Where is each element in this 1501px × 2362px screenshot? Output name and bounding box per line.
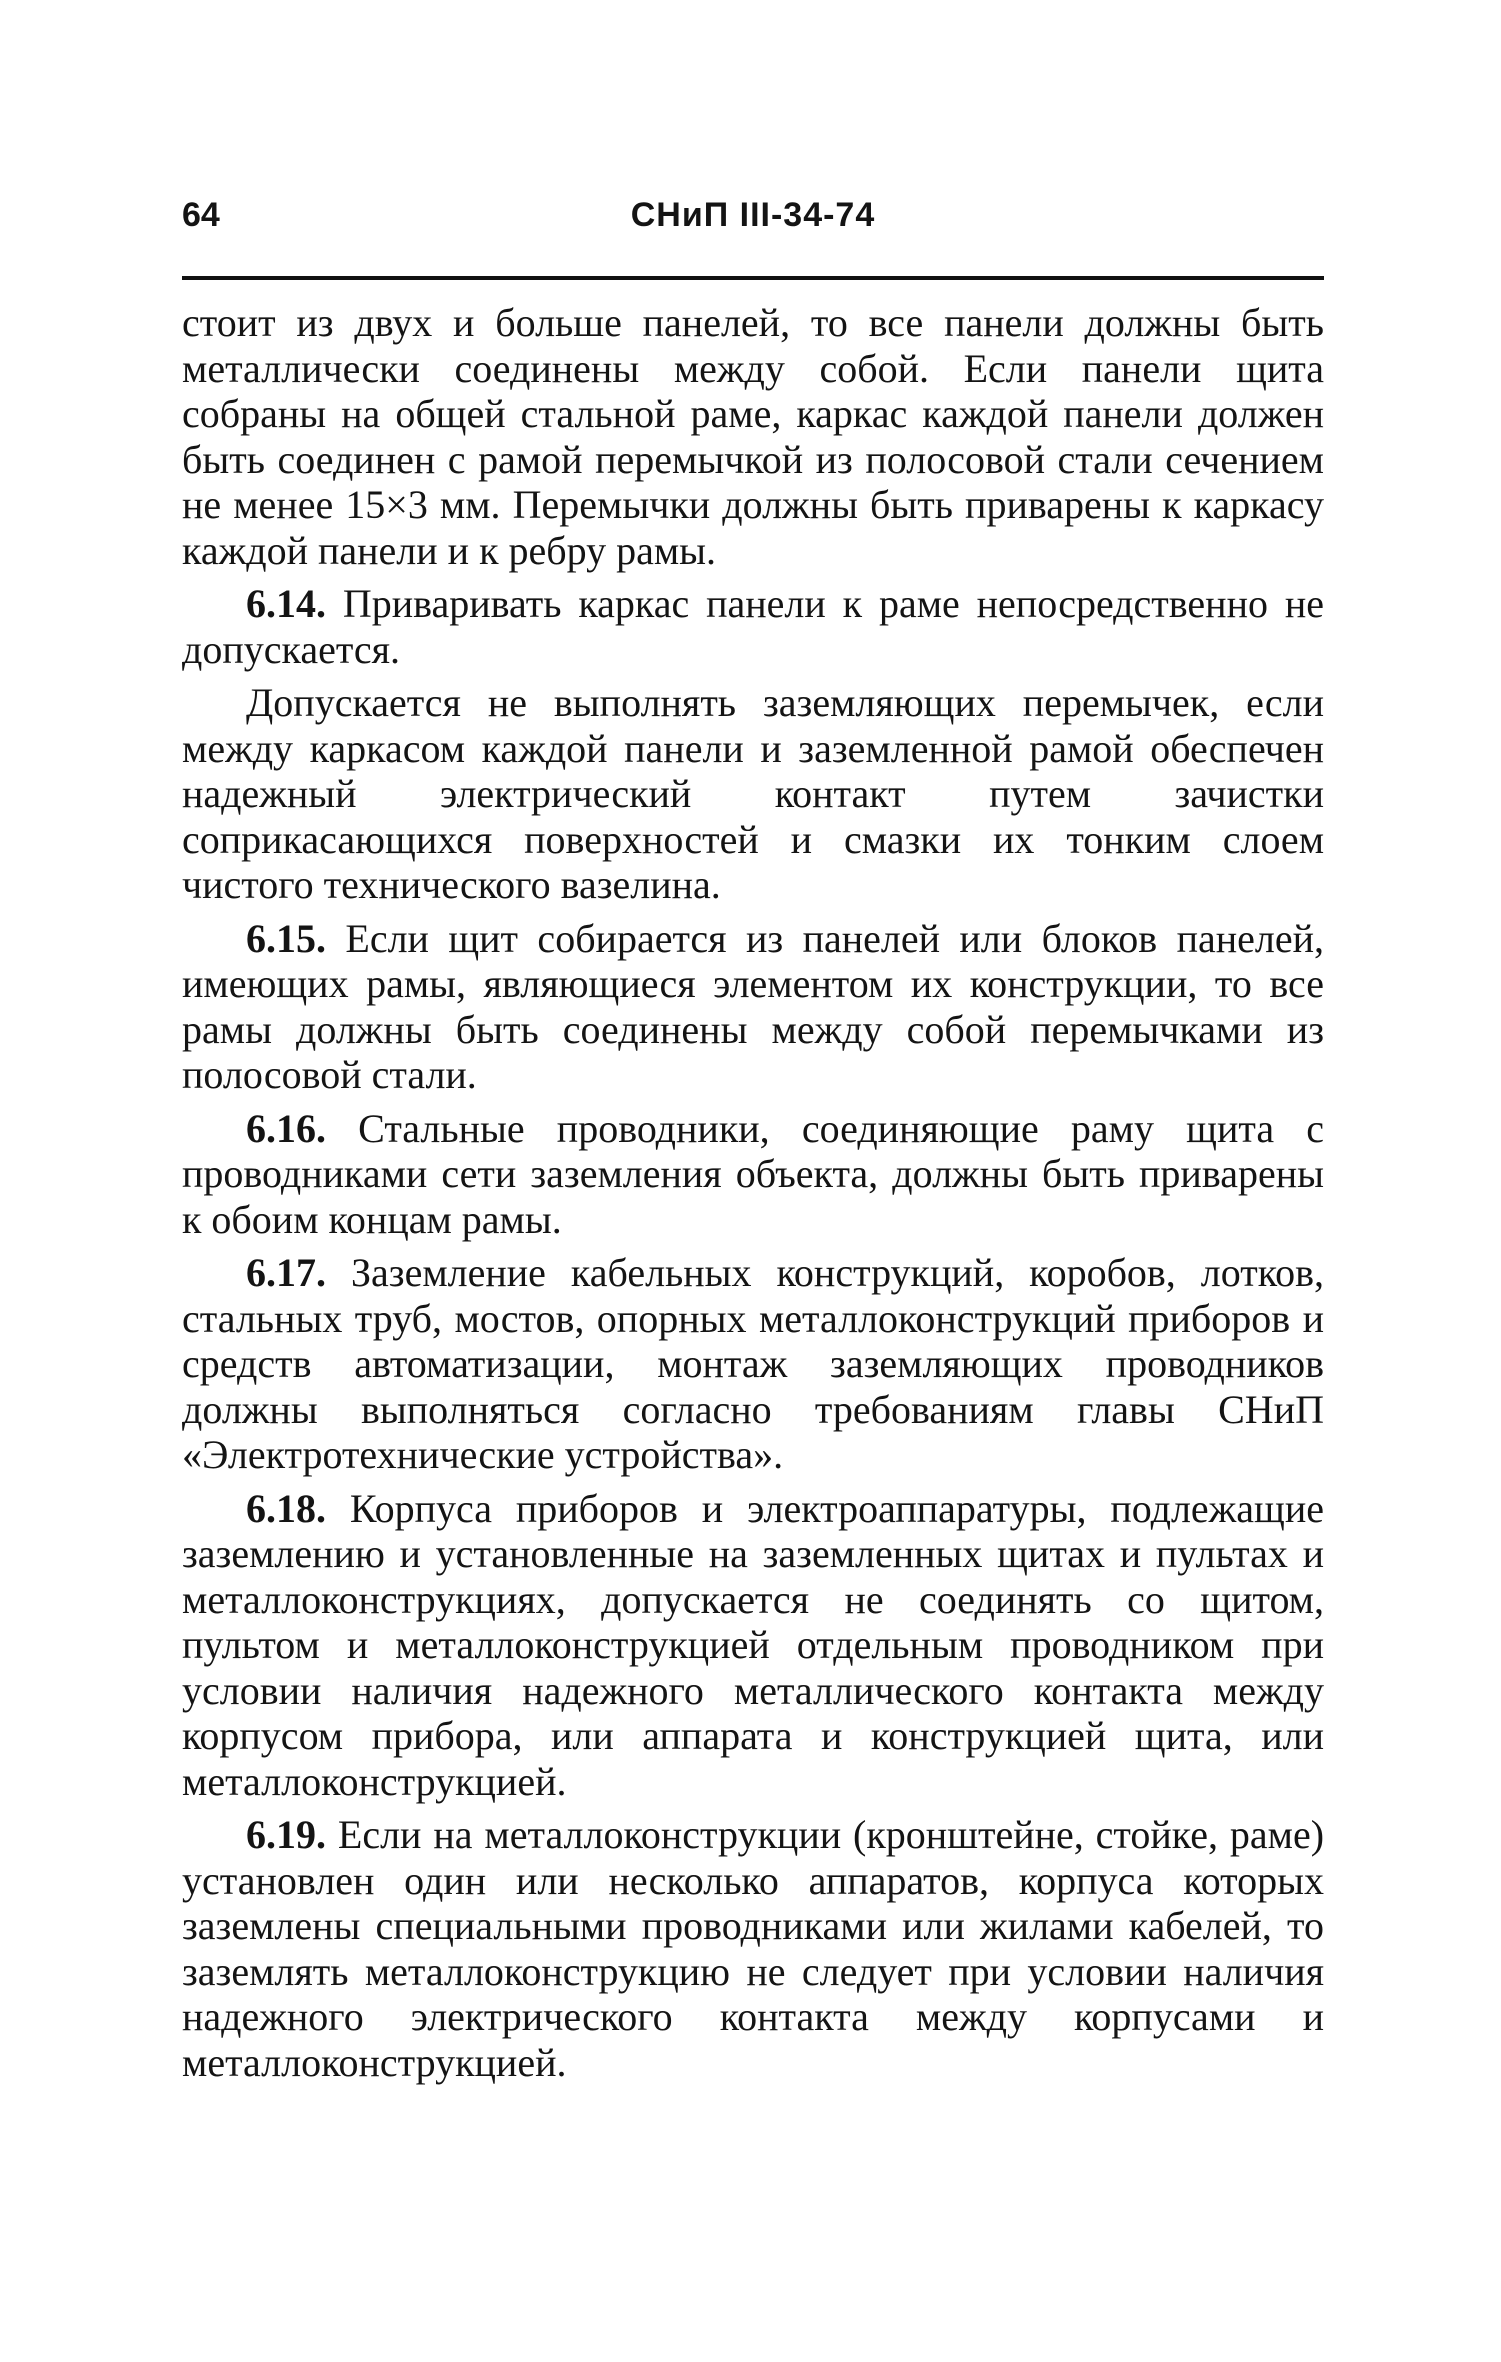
clause-6-15 bbox=[182, 916, 1324, 1098]
running-title: СНиП III-34-74 bbox=[630, 196, 876, 234]
clause-number: 6.14. bbox=[246, 581, 326, 626]
clause-6-14 bbox=[182, 581, 1324, 672]
header-rule bbox=[182, 276, 1324, 280]
body-text bbox=[182, 300, 1324, 2093]
clause-6-17 bbox=[182, 1250, 1324, 1478]
page-header bbox=[182, 190, 1324, 242]
paragraph-text: Приваривать каркас панели к раме непосредственно не допускается. bbox=[182, 581, 1324, 672]
clause-number: 6.19. bbox=[246, 1812, 326, 1857]
paragraph-text: Стальные проводники, соединяющие раму щита с проводниками сети заземления объекта, должны быть приварены к обоим концам рамы. bbox=[182, 1105, 1324, 1242]
clause-6-16 bbox=[182, 1106, 1324, 1243]
clause-6-18 bbox=[182, 1486, 1324, 1805]
paragraph-text: Если на металлоконструкции (кронштейне, стойке, раме) установлен один или несколько аппаратов, корпуса которых заземлены специальными проводниками или жилами кабелей, то заземлять металлоконструкцию не следует при условии наличия надежного электрического контакта между корпусами и металлоконструкцией. bbox=[182, 1812, 1325, 2085]
clause-number: 6.18. bbox=[246, 1485, 326, 1531]
paragraph-text: Если щит собирается из панелей или блоков панелей, имеющих рамы, являющиеся элементом их конструкции, то все рамы должны быть соединены между собой перемычками из полосовой стали. bbox=[182, 915, 1325, 1097]
clause-6-19 bbox=[182, 1812, 1324, 2085]
paragraph-text: Корпуса приборов и электроаппаратуры, подлежащие заземлению и установленные на заземленных щитах и пультах и металлоконструкциях, допускается не соединять со щитом, пультом и металлоконструкцией отдельным проводником при условии наличия надежного металлического контакта между корпусом прибора, или аппарата и конструкцией щита, или металлоконструкцией. bbox=[182, 1485, 1325, 1804]
paragraph-text: Допускается не выполнять заземляющих перемычек, если между каркасом каждой панели и заземленной рамой обеспечен надежный электрический контакт путем зачистки соприкасающихся поверхностей и смазки их тонким слоем чистого технического вазелина. bbox=[182, 680, 1324, 907]
paragraph-text: Заземление кабельных конструкций, коробов, лотков, стальных труб, мостов, опорных металлоконструкций приборов и средств автоматизации, монтаж заземляющих проводников должны выполняться согласно требованиям главы СНиП «Электротехнические устройства». bbox=[182, 1250, 1324, 1477]
clause-number: 6.15. bbox=[246, 915, 326, 961]
paragraph-text: стоит из двух и больше панелей, то все панели должны быть металлически соединены между собой. Если панели щита собраны на общей стальной раме, каркас каждой панели должен быть соединен с рамой перемычкой из полосовой стали сечением не менее 15×3 мм. Перемычки должны быть приварены к каркасу каждой панели и к ребру рамы. bbox=[182, 300, 1324, 573]
clause-number: 6.16. bbox=[246, 1105, 326, 1151]
paragraph bbox=[182, 680, 1324, 908]
paragraph-continued bbox=[182, 300, 1324, 573]
page-number: 64 bbox=[182, 196, 220, 234]
clause-number: 6.17. bbox=[246, 1250, 326, 1295]
